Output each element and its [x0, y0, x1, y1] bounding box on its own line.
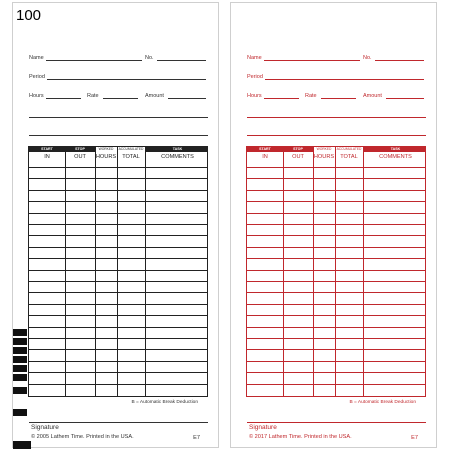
row-divider: [247, 361, 425, 362]
rate-line[interactable]: [103, 98, 138, 99]
row-divider: [29, 201, 207, 202]
hours-rate-amount-row: [247, 89, 426, 101]
rate-label: Rate: [305, 93, 317, 99]
row-divider: [247, 224, 425, 225]
signature-label: Signature: [249, 424, 277, 431]
row-divider: [247, 178, 425, 179]
time-table: [246, 146, 426, 397]
blank-line-1[interactable]: [247, 117, 426, 118]
card-number: 100: [16, 7, 42, 24]
amount-label: Amount: [363, 93, 382, 99]
name-row: [247, 51, 426, 63]
signature-line[interactable]: [247, 422, 426, 423]
period-line[interactable]: [47, 79, 206, 80]
column-header-top: START: [259, 147, 271, 151]
column-header-sub: HOURS: [313, 154, 335, 160]
column-header-top: WORKED: [95, 147, 117, 152]
deduction-note: B = Automatic Break Deduction: [349, 400, 416, 405]
time-card-left: [12, 2, 219, 448]
tick-mark: [13, 365, 27, 372]
hours-rate-amount-row: [29, 89, 208, 101]
column-header-top: TASK: [172, 147, 183, 151]
row-divider: [247, 201, 425, 202]
name-label: Name: [29, 55, 44, 61]
row-divider: [29, 361, 207, 362]
rate-line[interactable]: [321, 98, 356, 99]
row-divider: [247, 235, 425, 236]
number-label: No.: [145, 55, 154, 61]
signature-label: Signature: [31, 424, 59, 431]
row-divider: [247, 372, 425, 373]
row-divider: [29, 258, 207, 259]
tick-mark: [13, 374, 27, 381]
amount-line[interactable]: [386, 98, 424, 99]
column-header-sub: IN: [262, 154, 268, 160]
deduction-note: B = Automatic Break Deduction: [131, 400, 198, 405]
row-divider: [247, 349, 425, 350]
row-divider: [247, 258, 425, 259]
copyright-text: © 2017 Lathem Time. Printed in the USA.: [249, 434, 352, 440]
row-divider: [247, 190, 425, 191]
column-header-sub: OUT: [292, 154, 304, 160]
row-divider: [247, 384, 425, 385]
row-divider: [247, 213, 425, 214]
row-divider: [247, 304, 425, 305]
column-header-top: STOP: [75, 147, 85, 151]
column-divider: [335, 147, 336, 396]
row-divider: [29, 213, 207, 214]
rate-label: Rate: [87, 93, 99, 99]
tick-mark: [13, 329, 27, 336]
tick-mark: [13, 441, 31, 449]
column-divider: [313, 147, 314, 396]
tick-mark: [13, 409, 27, 416]
time-card-right: [230, 2, 437, 448]
tick-mark: [13, 338, 27, 345]
column-header-sub: HOURS: [95, 154, 117, 160]
row-divider: [29, 247, 207, 248]
name-line[interactable]: [264, 60, 360, 61]
row-divider: [29, 315, 207, 316]
hours-line[interactable]: [46, 98, 81, 99]
form-code: E7: [193, 435, 200, 441]
row-divider: [29, 292, 207, 293]
row-divider: [29, 304, 207, 305]
column-header-sub: TOTAL: [122, 154, 140, 160]
row-divider: [247, 292, 425, 293]
tick-mark: [13, 387, 27, 394]
name-label: Name: [247, 55, 262, 61]
amount-label: Amount: [145, 93, 164, 99]
number-line[interactable]: [157, 60, 206, 61]
row-divider: [247, 247, 425, 248]
period-label: Period: [29, 74, 45, 80]
row-divider: [29, 327, 207, 328]
column-header-sub: COMMENTS: [161, 154, 194, 160]
row-divider: [29, 224, 207, 225]
blank-line-1[interactable]: [29, 117, 208, 118]
row-divider: [29, 190, 207, 191]
period-row: [247, 70, 426, 82]
period-row: [29, 70, 208, 82]
row-divider: [247, 327, 425, 328]
row-divider: [247, 338, 425, 339]
amount-line[interactable]: [168, 98, 206, 99]
column-divider: [117, 147, 118, 396]
column-divider: [283, 147, 284, 396]
hours-label: Hours: [29, 93, 44, 99]
column-header-top: TASK: [390, 147, 401, 151]
row-divider: [247, 315, 425, 316]
column-divider: [363, 147, 364, 396]
name-line[interactable]: [46, 60, 142, 61]
column-header-sub: COMMENTS: [379, 154, 412, 160]
column-header-sub: OUT: [74, 154, 86, 160]
row-divider: [247, 270, 425, 271]
name-row: [29, 51, 208, 63]
row-divider: [29, 281, 207, 282]
column-header-sub: TOTAL: [340, 154, 358, 160]
column-header-top: ACCUMULATED: [118, 147, 144, 151]
row-divider: [29, 384, 207, 385]
tick-mark: [13, 347, 27, 354]
column-divider: [95, 147, 96, 396]
column-header-top: STOP: [293, 147, 303, 151]
column-header-top: WORKED: [313, 147, 335, 152]
column-header-sub: IN: [44, 154, 50, 160]
column-divider: [65, 147, 66, 396]
row-divider: [247, 167, 425, 168]
column-header-top: START: [41, 147, 53, 151]
column-header-top: ACCUMULATED: [336, 147, 362, 151]
blank-line-2[interactable]: [247, 135, 426, 136]
row-divider: [29, 349, 207, 350]
row-divider: [29, 235, 207, 236]
row-divider: [29, 338, 207, 339]
number-label: No.: [363, 55, 372, 61]
period-line[interactable]: [265, 79, 424, 80]
hours-line[interactable]: [264, 98, 299, 99]
row-divider: [29, 167, 207, 168]
row-divider: [29, 372, 207, 373]
hours-label: Hours: [247, 93, 262, 99]
tick-mark: [13, 356, 27, 363]
blank-line-2[interactable]: [29, 135, 208, 136]
time-table: [28, 146, 208, 397]
form-code: E7: [411, 435, 418, 441]
copyright-text: © 2005 Lathem Time. Printed in the USA.: [31, 434, 134, 440]
signature-line[interactable]: [29, 422, 208, 423]
row-divider: [29, 178, 207, 179]
row-divider: [247, 281, 425, 282]
period-label: Period: [247, 74, 263, 80]
column-divider: [145, 147, 146, 396]
row-divider: [29, 270, 207, 271]
number-line[interactable]: [375, 60, 424, 61]
